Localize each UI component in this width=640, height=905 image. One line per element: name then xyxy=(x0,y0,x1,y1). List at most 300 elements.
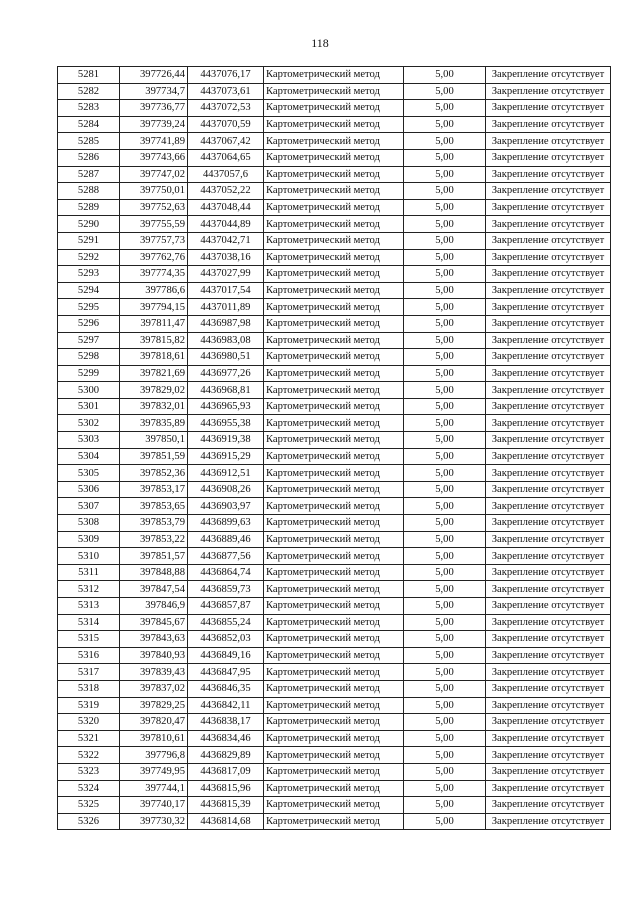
y-coordinate-cell: 4436915,29 xyxy=(188,448,264,465)
fixation-cell: Закрепление отсутствует xyxy=(486,548,611,565)
method-cell: Картометрический метод xyxy=(264,498,404,515)
fixation-cell: Закрепление отсутствует xyxy=(486,465,611,482)
table-row xyxy=(58,382,611,399)
y-coordinate-cell: 4437076,17 xyxy=(188,67,264,84)
y-coordinate-cell: 4436864,74 xyxy=(188,564,264,581)
fixation-cell: Закрепление отсутствует xyxy=(486,266,611,283)
y-coordinate-cell: 4436968,81 xyxy=(188,382,264,399)
accuracy-cell: 5,00 xyxy=(404,481,486,498)
fixation-cell: Закрепление отсутствует xyxy=(486,299,611,316)
fixation-cell: Закрепление отсутствует xyxy=(486,747,611,764)
fixation-cell: Закрепление отсутствует xyxy=(486,365,611,382)
y-coordinate-cell: 4436903,97 xyxy=(188,498,264,515)
y-coordinate-cell: 4437011,89 xyxy=(188,299,264,316)
x-coordinate-cell: 397750,01 xyxy=(120,183,188,200)
point-number-cell: 5300 xyxy=(58,382,120,399)
fixation-cell: Закрепление отсутствует xyxy=(486,398,611,415)
x-coordinate-cell: 397744,1 xyxy=(120,780,188,797)
accuracy-cell: 5,00 xyxy=(404,598,486,615)
table-row xyxy=(58,564,611,581)
table-row xyxy=(58,149,611,166)
method-cell: Картометрический метод xyxy=(264,315,404,332)
y-coordinate-cell: 4436817,09 xyxy=(188,763,264,780)
point-number-cell: 5290 xyxy=(58,216,120,233)
point-number-cell: 5307 xyxy=(58,498,120,515)
method-cell: Картометрический метод xyxy=(264,614,404,631)
method-cell: Картометрический метод xyxy=(264,598,404,615)
x-coordinate-cell: 397853,79 xyxy=(120,515,188,532)
fixation-cell: Закрепление отсутствует xyxy=(486,133,611,150)
coordinates-table-body xyxy=(58,67,611,830)
table-row xyxy=(58,797,611,814)
y-coordinate-cell: 4437057,6 xyxy=(188,166,264,183)
table-row xyxy=(58,763,611,780)
y-coordinate-cell: 4436859,73 xyxy=(188,581,264,598)
fixation-cell: Закрепление отсутствует xyxy=(486,448,611,465)
fixation-cell: Закрепление отсутствует xyxy=(486,216,611,233)
fixation-cell: Закрепление отсутствует xyxy=(486,249,611,266)
table-row xyxy=(58,365,611,382)
x-coordinate-cell: 397739,24 xyxy=(120,116,188,133)
fixation-cell: Закрепление отсутствует xyxy=(486,100,611,117)
table-row xyxy=(58,133,611,150)
accuracy-cell: 5,00 xyxy=(404,382,486,399)
point-number-cell: 5310 xyxy=(58,548,120,565)
accuracy-cell: 5,00 xyxy=(404,531,486,548)
fixation-cell: Закрепление отсутствует xyxy=(486,166,611,183)
method-cell: Картометрический метод xyxy=(264,183,404,200)
point-number-cell: 5320 xyxy=(58,714,120,731)
point-number-cell: 5324 xyxy=(58,780,120,797)
x-coordinate-cell: 397811,47 xyxy=(120,315,188,332)
table-row xyxy=(58,515,611,532)
fixation-cell: Закрепление отсутствует xyxy=(486,349,611,366)
method-cell: Картометрический метод xyxy=(264,647,404,664)
fixation-cell: Закрепление отсутствует xyxy=(486,315,611,332)
method-cell: Картометрический метод xyxy=(264,548,404,565)
accuracy-cell: 5,00 xyxy=(404,183,486,200)
table-row xyxy=(58,664,611,681)
point-number-cell: 5284 xyxy=(58,116,120,133)
fixation-cell: Закрепление отсутствует xyxy=(486,382,611,399)
x-coordinate-cell: 397846,9 xyxy=(120,598,188,615)
y-coordinate-cell: 4437067,42 xyxy=(188,133,264,150)
table-row xyxy=(58,83,611,100)
y-coordinate-cell: 4436965,93 xyxy=(188,398,264,415)
accuracy-cell: 5,00 xyxy=(404,67,486,84)
accuracy-cell: 5,00 xyxy=(404,249,486,266)
point-number-cell: 5314 xyxy=(58,614,120,631)
accuracy-cell: 5,00 xyxy=(404,83,486,100)
point-number-cell: 5326 xyxy=(58,813,120,830)
accuracy-cell: 5,00 xyxy=(404,116,486,133)
x-coordinate-cell: 397815,82 xyxy=(120,332,188,349)
accuracy-cell: 5,00 xyxy=(404,100,486,117)
fixation-cell: Закрепление отсутствует xyxy=(486,631,611,648)
x-coordinate-cell: 397829,02 xyxy=(120,382,188,399)
x-coordinate-cell: 397730,32 xyxy=(120,813,188,830)
y-coordinate-cell: 4436829,89 xyxy=(188,747,264,764)
table-row xyxy=(58,166,611,183)
method-cell: Картометрический метод xyxy=(264,531,404,548)
point-number-cell: 5281 xyxy=(58,67,120,84)
fixation-cell: Закрепление отсутствует xyxy=(486,432,611,449)
y-coordinate-cell: 4437038,16 xyxy=(188,249,264,266)
point-number-cell: 5312 xyxy=(58,581,120,598)
table-row xyxy=(58,315,611,332)
y-coordinate-cell: 4437027,99 xyxy=(188,266,264,283)
accuracy-cell: 5,00 xyxy=(404,515,486,532)
point-number-cell: 5318 xyxy=(58,680,120,697)
y-coordinate-cell: 4436877,56 xyxy=(188,548,264,565)
y-coordinate-cell: 4436955,38 xyxy=(188,415,264,432)
x-coordinate-cell: 397853,22 xyxy=(120,531,188,548)
point-number-cell: 5298 xyxy=(58,349,120,366)
point-number-cell: 5306 xyxy=(58,481,120,498)
point-number-cell: 5308 xyxy=(58,515,120,532)
method-cell: Картометрический метод xyxy=(264,680,404,697)
fixation-cell: Закрепление отсутствует xyxy=(486,697,611,714)
y-coordinate-cell: 4436899,63 xyxy=(188,515,264,532)
x-coordinate-cell: 397840,93 xyxy=(120,647,188,664)
table-row xyxy=(58,747,611,764)
table-row xyxy=(58,249,611,266)
method-cell: Картометрический метод xyxy=(264,415,404,432)
accuracy-cell: 5,00 xyxy=(404,548,486,565)
method-cell: Картометрический метод xyxy=(264,349,404,366)
fixation-cell: Закрепление отсутствует xyxy=(486,481,611,498)
accuracy-cell: 5,00 xyxy=(404,282,486,299)
x-coordinate-cell: 397845,67 xyxy=(120,614,188,631)
table-row xyxy=(58,647,611,664)
method-cell: Картометрический метод xyxy=(264,730,404,747)
x-coordinate-cell: 397741,89 xyxy=(120,133,188,150)
table-row xyxy=(58,349,611,366)
point-number-cell: 5301 xyxy=(58,398,120,415)
x-coordinate-cell: 397843,63 xyxy=(120,631,188,648)
method-cell: Картометрический метод xyxy=(264,332,404,349)
method-cell: Картометрический метод xyxy=(264,581,404,598)
method-cell: Картометрический метод xyxy=(264,432,404,449)
y-coordinate-cell: 4436846,35 xyxy=(188,680,264,697)
x-coordinate-cell: 397743,66 xyxy=(120,149,188,166)
fixation-cell: Закрепление отсутствует xyxy=(486,515,611,532)
y-coordinate-cell: 4436857,87 xyxy=(188,598,264,615)
point-number-cell: 5285 xyxy=(58,133,120,150)
fixation-cell: Закрепление отсутствует xyxy=(486,797,611,814)
method-cell: Картометрический метод xyxy=(264,631,404,648)
method-cell: Картометрический метод xyxy=(264,166,404,183)
point-number-cell: 5287 xyxy=(58,166,120,183)
accuracy-cell: 5,00 xyxy=(404,498,486,515)
accuracy-cell: 5,00 xyxy=(404,266,486,283)
accuracy-cell: 5,00 xyxy=(404,133,486,150)
y-coordinate-cell: 4436908,26 xyxy=(188,481,264,498)
x-coordinate-cell: 397853,17 xyxy=(120,481,188,498)
y-coordinate-cell: 4436889,46 xyxy=(188,531,264,548)
point-number-cell: 5313 xyxy=(58,598,120,615)
table-row xyxy=(58,697,611,714)
method-cell: Картометрический метод xyxy=(264,763,404,780)
x-coordinate-cell: 397794,15 xyxy=(120,299,188,316)
point-number-cell: 5283 xyxy=(58,100,120,117)
x-coordinate-cell: 397762,76 xyxy=(120,249,188,266)
method-cell: Картометрический метод xyxy=(264,813,404,830)
accuracy-cell: 5,00 xyxy=(404,232,486,249)
y-coordinate-cell: 4436980,51 xyxy=(188,349,264,366)
y-coordinate-cell: 4436977,26 xyxy=(188,365,264,382)
accuracy-cell: 5,00 xyxy=(404,714,486,731)
fixation-cell: Закрепление отсутствует xyxy=(486,581,611,598)
x-coordinate-cell: 397850,1 xyxy=(120,432,188,449)
x-coordinate-cell: 397835,89 xyxy=(120,415,188,432)
accuracy-cell: 5,00 xyxy=(404,465,486,482)
accuracy-cell: 5,00 xyxy=(404,398,486,415)
table-row xyxy=(58,332,611,349)
point-number-cell: 5322 xyxy=(58,747,120,764)
method-cell: Картометрический метод xyxy=(264,216,404,233)
method-cell: Картометрический метод xyxy=(264,100,404,117)
method-cell: Картометрический метод xyxy=(264,398,404,415)
point-number-cell: 5317 xyxy=(58,664,120,681)
accuracy-cell: 5,00 xyxy=(404,763,486,780)
point-number-cell: 5315 xyxy=(58,631,120,648)
point-number-cell: 5311 xyxy=(58,564,120,581)
x-coordinate-cell: 397837,02 xyxy=(120,680,188,697)
table-row xyxy=(58,398,611,415)
method-cell: Картометрический метод xyxy=(264,797,404,814)
x-coordinate-cell: 397851,59 xyxy=(120,448,188,465)
accuracy-cell: 5,00 xyxy=(404,631,486,648)
table-row xyxy=(58,481,611,498)
y-coordinate-cell: 4436815,96 xyxy=(188,780,264,797)
accuracy-cell: 5,00 xyxy=(404,299,486,316)
table-row xyxy=(58,813,611,830)
table-row xyxy=(58,448,611,465)
accuracy-cell: 5,00 xyxy=(404,614,486,631)
y-coordinate-cell: 4436855,24 xyxy=(188,614,264,631)
point-number-cell: 5321 xyxy=(58,730,120,747)
method-cell: Картометрический метод xyxy=(264,481,404,498)
table-row xyxy=(58,116,611,133)
table-row xyxy=(58,465,611,482)
x-coordinate-cell: 397752,63 xyxy=(120,199,188,216)
point-number-cell: 5289 xyxy=(58,199,120,216)
table-row xyxy=(58,199,611,216)
method-cell: Картометрический метод xyxy=(264,448,404,465)
fixation-cell: Закрепление отсутствует xyxy=(486,116,611,133)
fixation-cell: Закрепление отсутствует xyxy=(486,199,611,216)
accuracy-cell: 5,00 xyxy=(404,647,486,664)
point-number-cell: 5323 xyxy=(58,763,120,780)
accuracy-cell: 5,00 xyxy=(404,747,486,764)
fixation-cell: Закрепление отсутствует xyxy=(486,332,611,349)
fixation-cell: Закрепление отсутствует xyxy=(486,614,611,631)
x-coordinate-cell: 397774,35 xyxy=(120,266,188,283)
table-row xyxy=(58,631,611,648)
table-row xyxy=(58,266,611,283)
table-row xyxy=(58,216,611,233)
accuracy-cell: 5,00 xyxy=(404,349,486,366)
x-coordinate-cell: 397757,73 xyxy=(120,232,188,249)
fixation-cell: Закрепление отсутствует xyxy=(486,647,611,664)
method-cell: Картометрический метод xyxy=(264,149,404,166)
x-coordinate-cell: 397734,7 xyxy=(120,83,188,100)
x-coordinate-cell: 397726,44 xyxy=(120,67,188,84)
accuracy-cell: 5,00 xyxy=(404,813,486,830)
method-cell: Картометрический метод xyxy=(264,249,404,266)
method-cell: Картометрический метод xyxy=(264,266,404,283)
y-coordinate-cell: 4436834,46 xyxy=(188,730,264,747)
y-coordinate-cell: 4436912,51 xyxy=(188,465,264,482)
accuracy-cell: 5,00 xyxy=(404,365,486,382)
point-number-cell: 5303 xyxy=(58,432,120,449)
x-coordinate-cell: 397848,88 xyxy=(120,564,188,581)
table-row xyxy=(58,498,611,515)
method-cell: Картометрический метод xyxy=(264,67,404,84)
point-number-cell: 5305 xyxy=(58,465,120,482)
point-number-cell: 5282 xyxy=(58,83,120,100)
x-coordinate-cell: 397818,61 xyxy=(120,349,188,366)
y-coordinate-cell: 4437052,22 xyxy=(188,183,264,200)
table-row xyxy=(58,598,611,615)
x-coordinate-cell: 397796,8 xyxy=(120,747,188,764)
x-coordinate-cell: 397851,57 xyxy=(120,548,188,565)
fixation-cell: Закрепление отсутствует xyxy=(486,813,611,830)
fixation-cell: Закрепление отсутствует xyxy=(486,664,611,681)
method-cell: Картометрический метод xyxy=(264,365,404,382)
method-cell: Картометрический метод xyxy=(264,664,404,681)
point-number-cell: 5288 xyxy=(58,183,120,200)
table-row xyxy=(58,282,611,299)
method-cell: Картометрический метод xyxy=(264,697,404,714)
point-number-cell: 5304 xyxy=(58,448,120,465)
fixation-cell: Закрепление отсутствует xyxy=(486,149,611,166)
x-coordinate-cell: 397832,01 xyxy=(120,398,188,415)
x-coordinate-cell: 397853,65 xyxy=(120,498,188,515)
x-coordinate-cell: 397736,77 xyxy=(120,100,188,117)
x-coordinate-cell: 397755,59 xyxy=(120,216,188,233)
coordinates-table xyxy=(57,66,611,830)
table-row xyxy=(58,531,611,548)
table-row xyxy=(58,432,611,449)
y-coordinate-cell: 4436815,39 xyxy=(188,797,264,814)
y-coordinate-cell: 4437064,65 xyxy=(188,149,264,166)
fixation-cell: Закрепление отсутствует xyxy=(486,183,611,200)
fixation-cell: Закрепление отсутствует xyxy=(486,232,611,249)
accuracy-cell: 5,00 xyxy=(404,680,486,697)
y-coordinate-cell: 4437070,59 xyxy=(188,116,264,133)
point-number-cell: 5302 xyxy=(58,415,120,432)
table-row xyxy=(58,548,611,565)
y-coordinate-cell: 4436842,11 xyxy=(188,697,264,714)
x-coordinate-cell: 397786,6 xyxy=(120,282,188,299)
x-coordinate-cell: 397810,61 xyxy=(120,730,188,747)
accuracy-cell: 5,00 xyxy=(404,415,486,432)
page-number: 118 xyxy=(311,36,329,50)
table-row xyxy=(58,714,611,731)
y-coordinate-cell: 4436987,98 xyxy=(188,315,264,332)
fixation-cell: Закрепление отсутствует xyxy=(486,83,611,100)
x-coordinate-cell: 397847,54 xyxy=(120,581,188,598)
accuracy-cell: 5,00 xyxy=(404,697,486,714)
table-row xyxy=(58,415,611,432)
method-cell: Картометрический метод xyxy=(264,515,404,532)
accuracy-cell: 5,00 xyxy=(404,432,486,449)
point-number-cell: 5299 xyxy=(58,365,120,382)
table-row xyxy=(58,100,611,117)
point-number-cell: 5292 xyxy=(58,249,120,266)
table-row xyxy=(58,183,611,200)
fixation-cell: Закрепление отсутствует xyxy=(486,564,611,581)
x-coordinate-cell: 397852,36 xyxy=(120,465,188,482)
x-coordinate-cell: 397829,25 xyxy=(120,697,188,714)
method-cell: Картометрический метод xyxy=(264,116,404,133)
point-number-cell: 5286 xyxy=(58,149,120,166)
fixation-cell: Закрепление отсутствует xyxy=(486,598,611,615)
table-row xyxy=(58,67,611,84)
table-row xyxy=(58,730,611,747)
accuracy-cell: 5,00 xyxy=(404,149,486,166)
y-coordinate-cell: 4437048,44 xyxy=(188,199,264,216)
fixation-cell: Закрепление отсутствует xyxy=(486,415,611,432)
accuracy-cell: 5,00 xyxy=(404,730,486,747)
fixation-cell: Закрепление отсутствует xyxy=(486,67,611,84)
point-number-cell: 5294 xyxy=(58,282,120,299)
fixation-cell: Закрепление отсутствует xyxy=(486,531,611,548)
method-cell: Картометрический метод xyxy=(264,747,404,764)
method-cell: Картометрический метод xyxy=(264,714,404,731)
table-row xyxy=(58,581,611,598)
accuracy-cell: 5,00 xyxy=(404,166,486,183)
method-cell: Картометрический метод xyxy=(264,299,404,316)
point-number-cell: 5293 xyxy=(58,266,120,283)
accuracy-cell: 5,00 xyxy=(404,664,486,681)
y-coordinate-cell: 4436983,08 xyxy=(188,332,264,349)
fixation-cell: Закрепление отсутствует xyxy=(486,714,611,731)
fixation-cell: Закрепление отсутствует xyxy=(486,498,611,515)
table-row xyxy=(58,614,611,631)
method-cell: Картометрический метод xyxy=(264,465,404,482)
method-cell: Картометрический метод xyxy=(264,564,404,581)
y-coordinate-cell: 4436814,68 xyxy=(188,813,264,830)
method-cell: Картометрический метод xyxy=(264,282,404,299)
accuracy-cell: 5,00 xyxy=(404,581,486,598)
y-coordinate-cell: 4436919,38 xyxy=(188,432,264,449)
point-number-cell: 5325 xyxy=(58,797,120,814)
y-coordinate-cell: 4436852,03 xyxy=(188,631,264,648)
fixation-cell: Закрепление отсутствует xyxy=(486,282,611,299)
method-cell: Картометрический метод xyxy=(264,199,404,216)
y-coordinate-cell: 4437044,89 xyxy=(188,216,264,233)
point-number-cell: 5319 xyxy=(58,697,120,714)
point-number-cell: 5297 xyxy=(58,332,120,349)
y-coordinate-cell: 4436847,95 xyxy=(188,664,264,681)
fixation-cell: Закрепление отсутствует xyxy=(486,680,611,697)
x-coordinate-cell: 397749,95 xyxy=(120,763,188,780)
x-coordinate-cell: 397839,43 xyxy=(120,664,188,681)
accuracy-cell: 5,00 xyxy=(404,564,486,581)
method-cell: Картометрический метод xyxy=(264,780,404,797)
method-cell: Картометрический метод xyxy=(264,232,404,249)
method-cell: Картометрический метод xyxy=(264,133,404,150)
x-coordinate-cell: 397820,47 xyxy=(120,714,188,731)
table-row xyxy=(58,680,611,697)
fixation-cell: Закрепление отсутствует xyxy=(486,763,611,780)
accuracy-cell: 5,00 xyxy=(404,780,486,797)
accuracy-cell: 5,00 xyxy=(404,199,486,216)
method-cell: Картометрический метод xyxy=(264,382,404,399)
